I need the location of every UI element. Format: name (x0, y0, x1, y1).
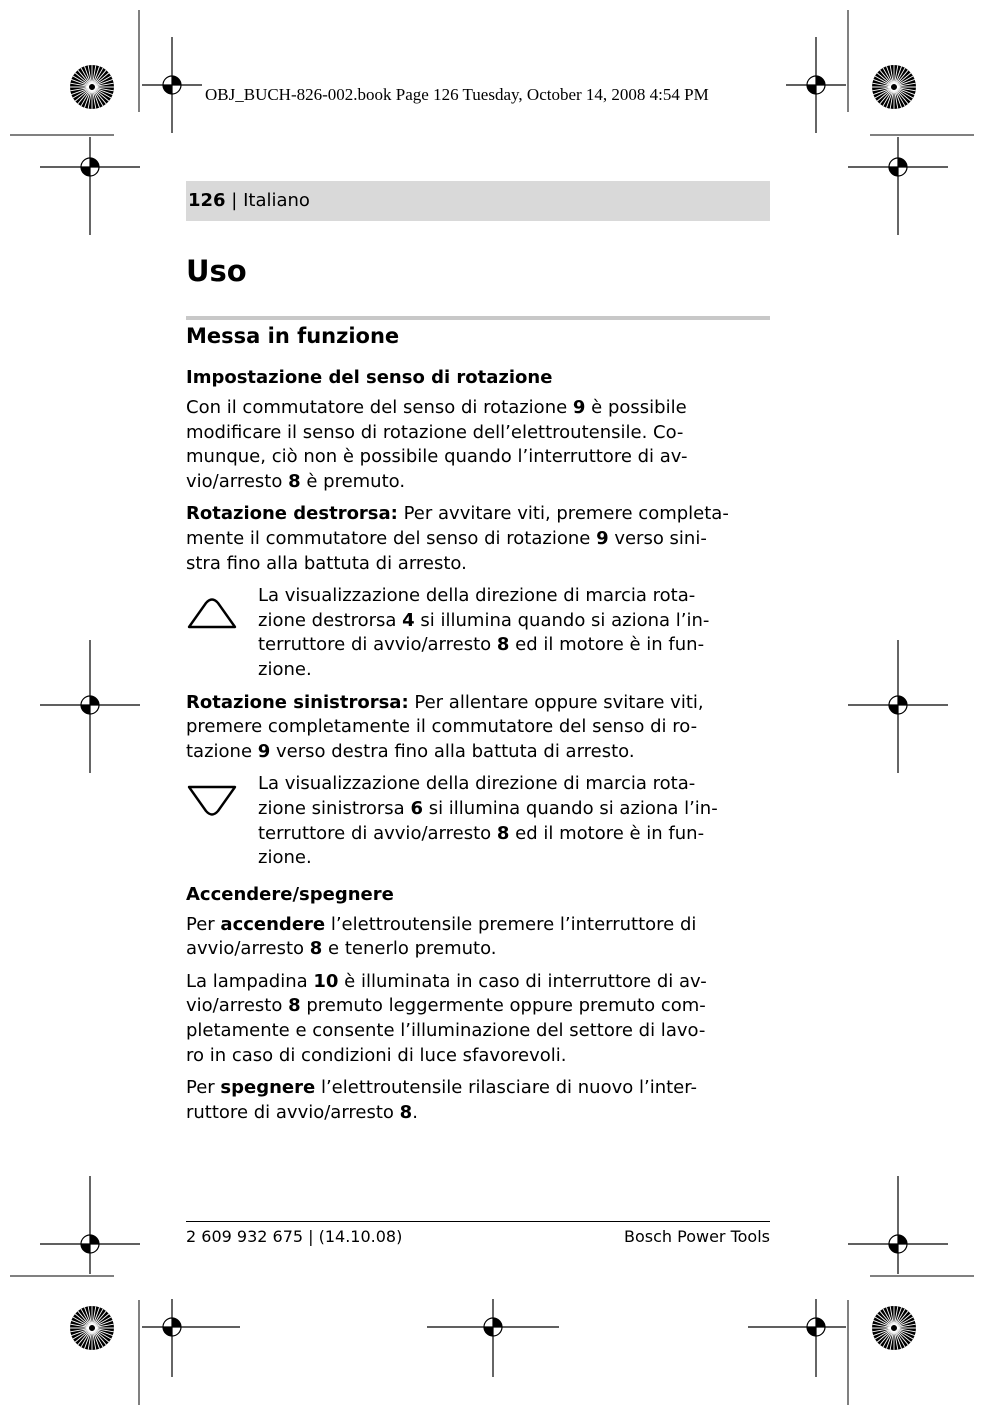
text-line: vio/arresto 8 premuto leggermente oppure premuto com- (186, 995, 706, 1017)
text-line: premere completamente il commutatore del senso di ro- (186, 716, 698, 738)
arrow-down-icon (186, 784, 238, 818)
text-line: stra fino alla battuta di arresto. (186, 552, 467, 574)
page-header: 126 | Italiano (188, 190, 310, 211)
note-left-rotation (186, 772, 770, 870)
paragraph-rotation (186, 396, 770, 494)
text-line: munque, ciò non è possibile quando l’interruttore di av- (186, 446, 688, 468)
text-line: Rotazione sinistrorsa: Per allentare oppure svitare viti, (186, 691, 704, 713)
footer-brand: Bosch Power Tools (624, 1227, 770, 1246)
text-line: mente il commutatore del senso di rotazione 9 verso sini- (186, 527, 707, 549)
text-line: terruttore di avvio/arresto 8 ed il motore è in fun- (258, 822, 705, 844)
text-line: La lampadina 10 è illuminata in caso di interruttore di av- (186, 970, 707, 992)
text-line: ruttore di avvio/arresto 8. (186, 1101, 418, 1123)
page-section: Italiano (243, 190, 310, 211)
section-rule (186, 316, 770, 320)
subheading-onoff: Accendere/spegnere (186, 883, 394, 905)
body-content (186, 366, 770, 1133)
text-line: Per spegnere l’elettroutensile rilasciare di nuovo l’inter- (186, 1077, 697, 1099)
text-line: tazione 9 verso destra fino alla battuta di arresto. (186, 740, 635, 762)
note-right-rotation (186, 584, 770, 682)
footer-doc-number: 2 609 932 675 | (14.10.08) (186, 1227, 403, 1246)
text-line: terruttore di avvio/arresto 8 ed il motore è in fun- (258, 634, 705, 656)
text-line: avvio/arresto 8 e tenerlo premuto. (186, 938, 497, 960)
text-line: vio/arresto 8 è premuto. (186, 470, 406, 492)
text-line: pletamente e consente l’illuminazione del settore di lavo- (186, 1020, 706, 1042)
page-header-bar (186, 181, 770, 221)
paragraph-left-rotation (186, 691, 770, 765)
text-line: La visualizzazione della direzione di marcia rota- (258, 585, 696, 607)
paragraph-switch-off (186, 1076, 770, 1125)
text-line: zione sinistrorsa 6 si illumina quando si aziona l’in- (258, 797, 718, 819)
paragraph-lamp (186, 970, 770, 1068)
paragraph-switch-on (186, 913, 770, 962)
text-line: Rotazione destrorsa: Per avvitare viti, premere completa- (186, 503, 729, 525)
print-header-line: OBJ_BUCH-826-002.book Page 126 Tuesday, October 14, 2008 4:54 PM (205, 85, 709, 104)
text-line: modificare il senso di rotazione dell’elettroutensile. Co- (186, 421, 684, 443)
text-line: Per accendere l’elettroutensile premere l’interruttore di (186, 913, 697, 935)
text-line: zione. (258, 847, 312, 869)
page-title: Uso (186, 254, 247, 288)
paragraph-right-rotation (186, 502, 770, 576)
label-right-rotation: Rotazione destrorsa: (186, 503, 398, 525)
subheading-rotation: Impostazione del senso di rotazione (186, 367, 553, 388)
arrow-up-icon (186, 596, 238, 630)
text-line: ro in caso di condizioni di luce sfavorevoli. (186, 1044, 567, 1066)
section-heading: Messa in funzione (186, 324, 400, 348)
text-line: zione destrorsa 4 si illumina quando si aziona l’in- (258, 609, 710, 631)
page-number: 126 (188, 190, 226, 211)
text-line: La visualizzazione della direzione di marcia rota- (258, 773, 696, 795)
label-left-rotation: Rotazione sinistrorsa: (186, 691, 409, 713)
footer-rule (186, 1221, 770, 1222)
text-line: zione. (258, 658, 312, 680)
text-line: Con il commutatore del senso di rotazione 9 è possibile (186, 397, 687, 418)
